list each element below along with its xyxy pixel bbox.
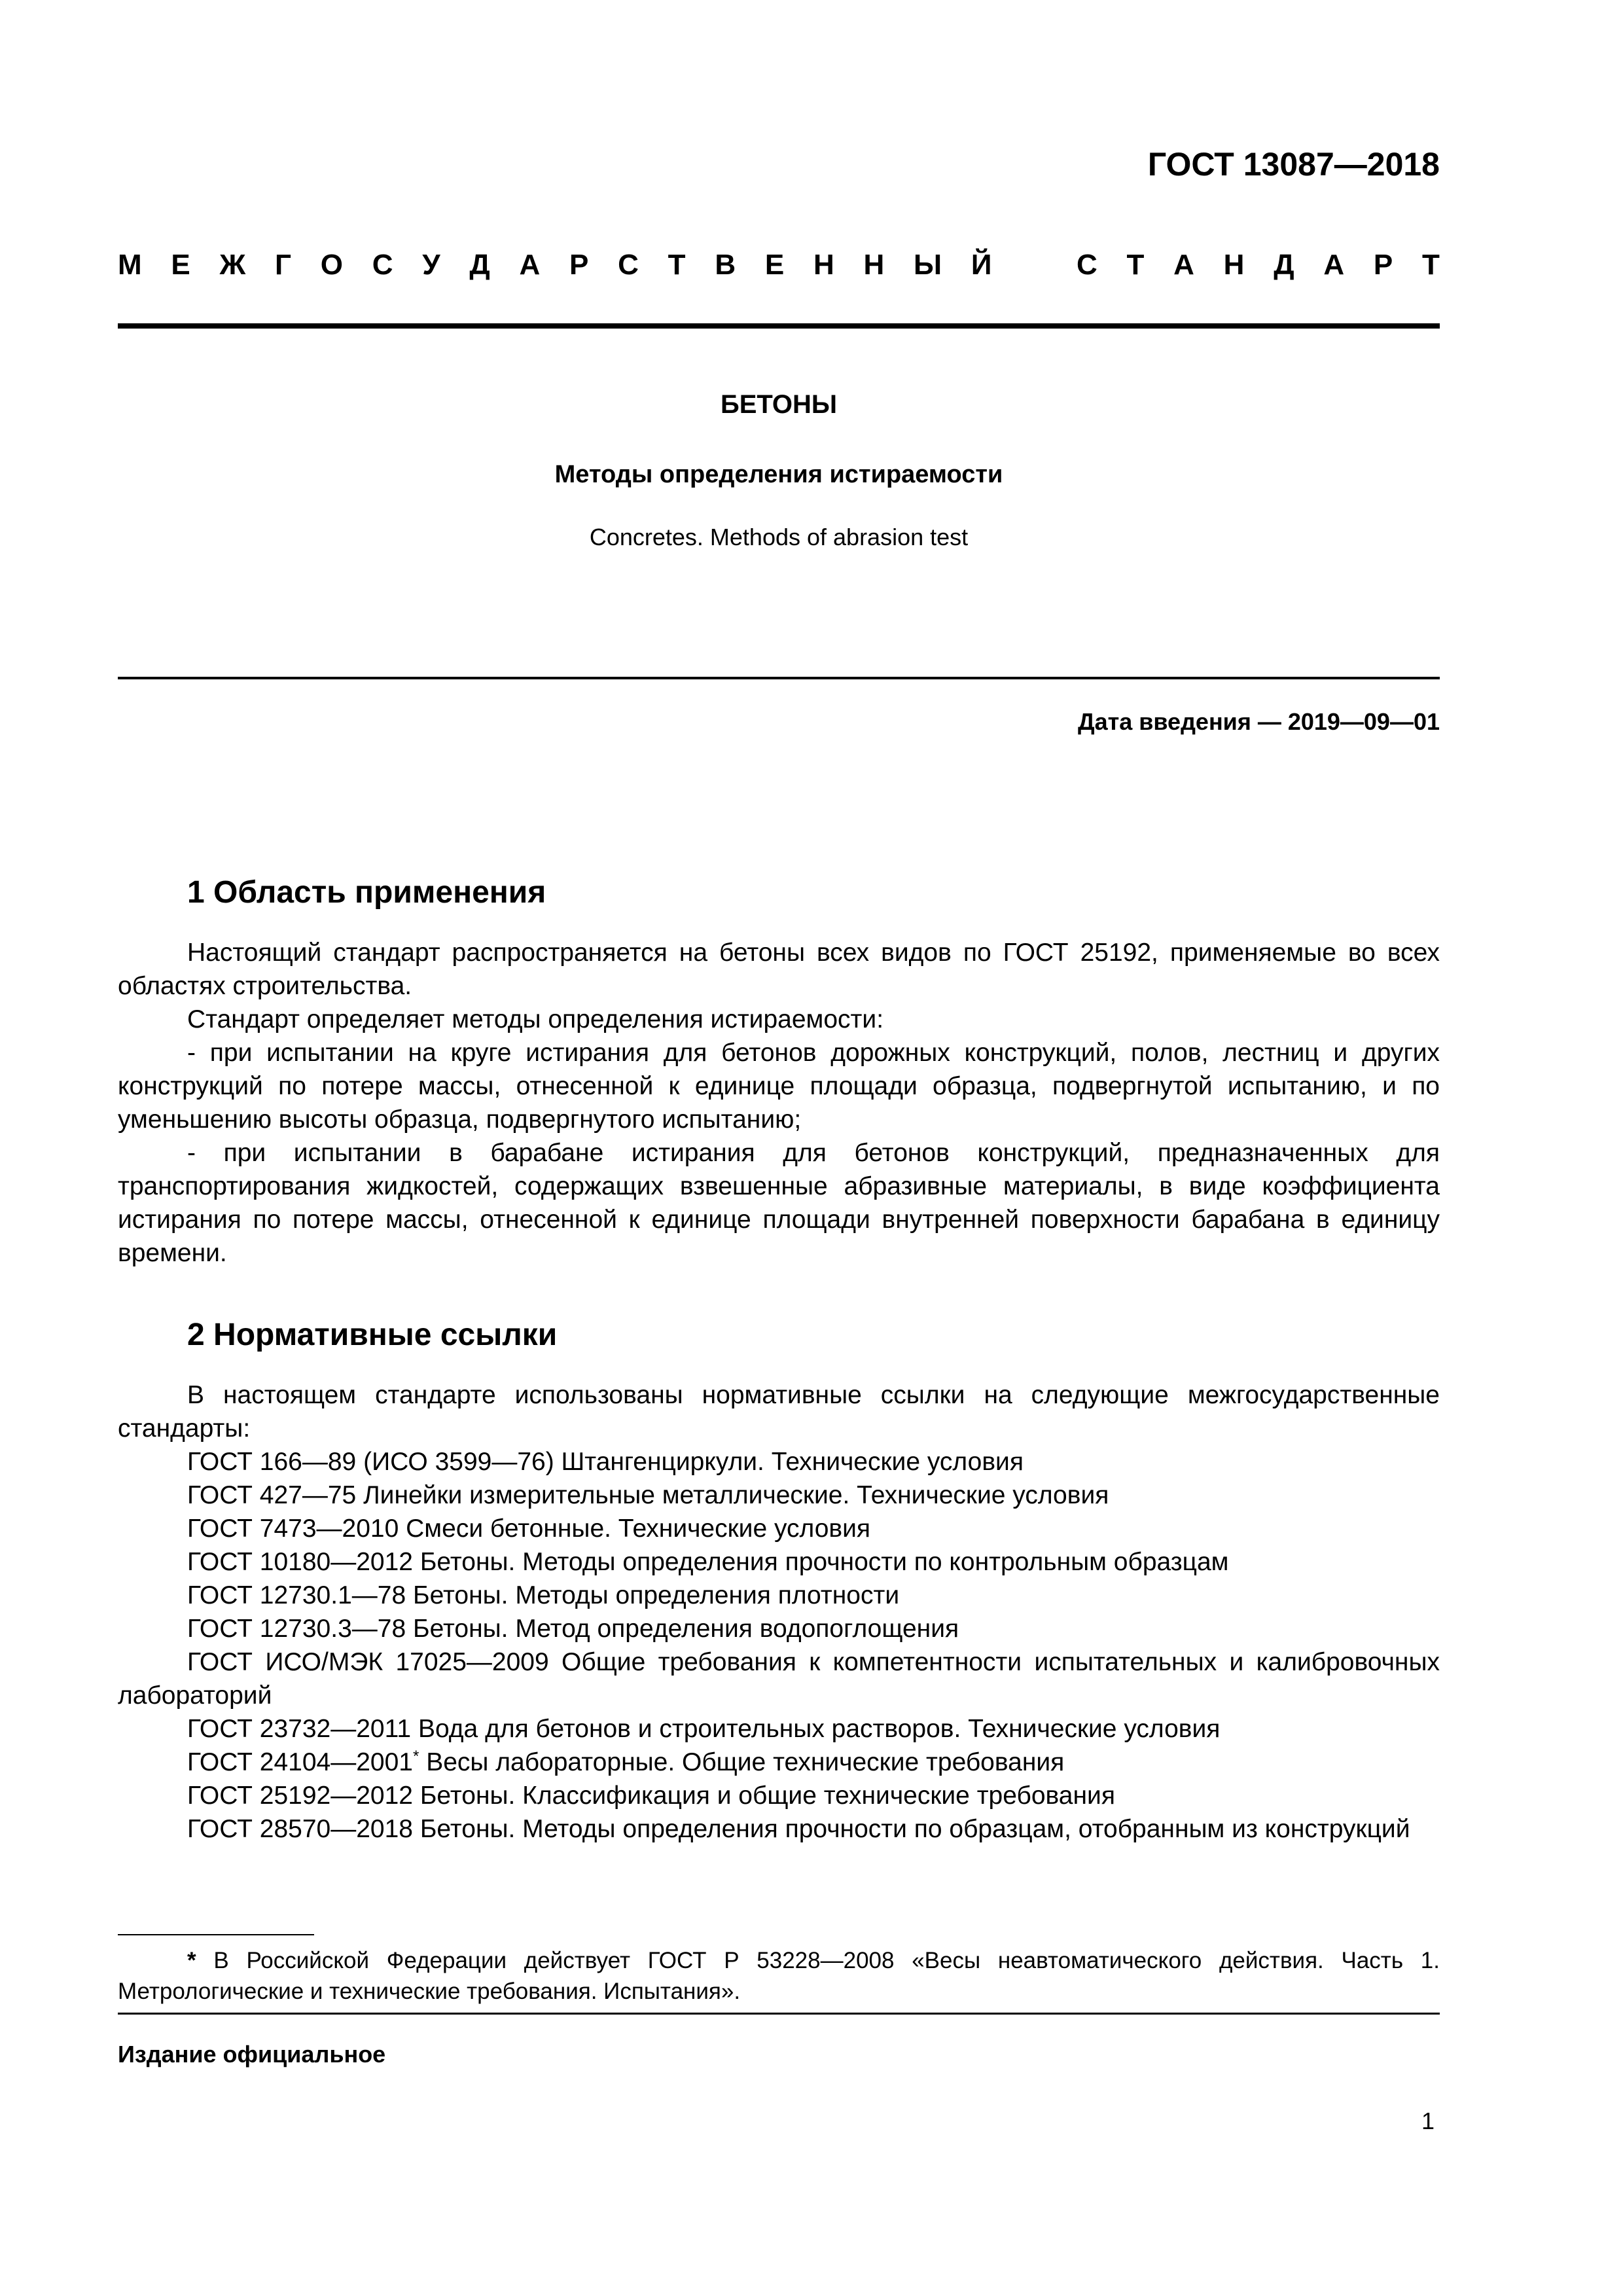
reference-item: ГОСТ 166—89 (ИСО 3599—76) Штангенциркули. Технические условия [187,1448,1024,1476]
letter: Е [171,249,190,281]
section-1-body [118,936,1440,1270]
letter: Т [1126,249,1145,281]
letter: Е [764,249,785,281]
letter: Д [1274,249,1294,281]
reference-text: Весы лабораторные. Общие технические требования [419,1748,1065,1776]
reference-item: ГОСТ 23732—2011 Вода для бетонов и строительных растворов. Технические условия [187,1715,1221,1743]
section-2-heading: 2 Нормативные ссылки [187,1318,558,1352]
paragraph: - при испытании в барабане истирания для бетонов конструкций, предназначенных для транспортирования жидкостей, содержащих взвешенные абразивные материалы, в виде коэффициента истирания по потере массы, отнесенной к единице площади внутренней поверхности барабана в единицу времени. [118,1139,1440,1267]
letter: В [715,249,736,281]
footnote-mark: * [413,1748,419,1765]
letter: Н [863,249,885,281]
letter: У [422,249,440,281]
letter: Р [1373,249,1393,281]
reference-item: ГОСТ 7473—2010 Смеси бетонные. Технические условия [187,1515,871,1543]
reference-item: ГОСТ 28570—2018 Бетоны. Методы определения прочности по образцам, отобранным из конструкций [187,1815,1410,1843]
reference-item-footnoted [118,1746,1440,1779]
letter: С [1076,249,1097,281]
footnote-text: В Российской Федерации действует ГОСТ Р 53228—2008 «Весы неавтоматического действия. Часть 1. Метрологические и технические требования. Испытания». [118,1948,1440,2004]
letter: Н [1223,249,1245,281]
letter: С [618,249,639,281]
letter: С [372,249,393,281]
standard-type-banner [118,249,1440,281]
paragraph: Стандарт определяет методы определения истираемости: [187,1005,884,1033]
standard-number: ГОСТ 13087—2018 [1147,146,1440,183]
letter: Ы [914,249,942,281]
english-title: Concretes. Methods of abrasion test [589,524,969,550]
paragraph: В настоящем стандарте использованы нормативные ссылки на следующие межгосударственные стандарты: [118,1381,1440,1443]
letter: Н [813,249,834,281]
document-subtitle: Методы определения истираемости [554,461,1003,488]
header-divider [118,323,1440,329]
letter: Й [971,249,992,281]
reference-item: ГОСТ 427—75 Линейки измерительные металлические. Технические условия [187,1481,1109,1509]
footer-divider [118,2013,1440,2015]
reference-item: ГОСТ 12730.3—78 Бетоны. Метод определения водопоглощения [187,1615,959,1643]
letter: А [519,249,541,281]
section-2-body [118,1378,1440,1846]
letter: Г [275,249,291,281]
reference-item: ГОСТ 25192—2012 Бетоны. Классификация и общие технические требования [187,1782,1115,1810]
letter: О [320,249,343,281]
letter: Р [569,249,589,281]
page-number: 1 [1421,2108,1435,2134]
letter: Д [469,249,490,281]
title-divider [118,677,1440,679]
paragraph: Настоящий стандарт распространяется на бетоны всех видов по ГОСТ 25192, применяемые во всех областях строительства. [118,939,1440,1000]
footnote [118,1945,1440,2007]
letter: Т [668,249,686,281]
document-title: БЕТОНЫ [720,390,838,419]
reference-item: ГОСТ 10180—2012 Бетоны. Методы определения прочности по контрольным образцам [187,1548,1229,1576]
letter: Т [1421,249,1440,281]
reference-code: ГОСТ 24104—2001 [187,1748,414,1776]
introduction-date: Дата введения — 2019—09—01 [1077,708,1440,735]
reference-item: ГОСТ ИСО/МЭК 17025—2009 Общие требования к компетентности испытательных и калибровочных лабораторий [118,1648,1440,1710]
letter: Ж [219,249,246,281]
word-gap [1021,249,1047,281]
reference-item: ГОСТ 12730.1—78 Бетоны. Методы определения плотности [187,1581,900,1609]
edition-label: Издание официальное [118,2041,386,2068]
footnote-separator [118,1934,314,1935]
letter: М [118,249,142,281]
footnote-mark: * [187,1948,196,1973]
letter: А [1173,249,1194,281]
section-1-heading: 1 Область применения [187,875,546,910]
paragraph: - при испытании на круге истирания для бетонов дорожных конструкций, полов, лестниц и других конструкций по потере массы, отнесенной к единице площади образца, подвергнутой испытанию, и по уменьшению высоты образца, подвергнутого испытанию; [118,1039,1440,1134]
letter: А [1323,249,1345,281]
